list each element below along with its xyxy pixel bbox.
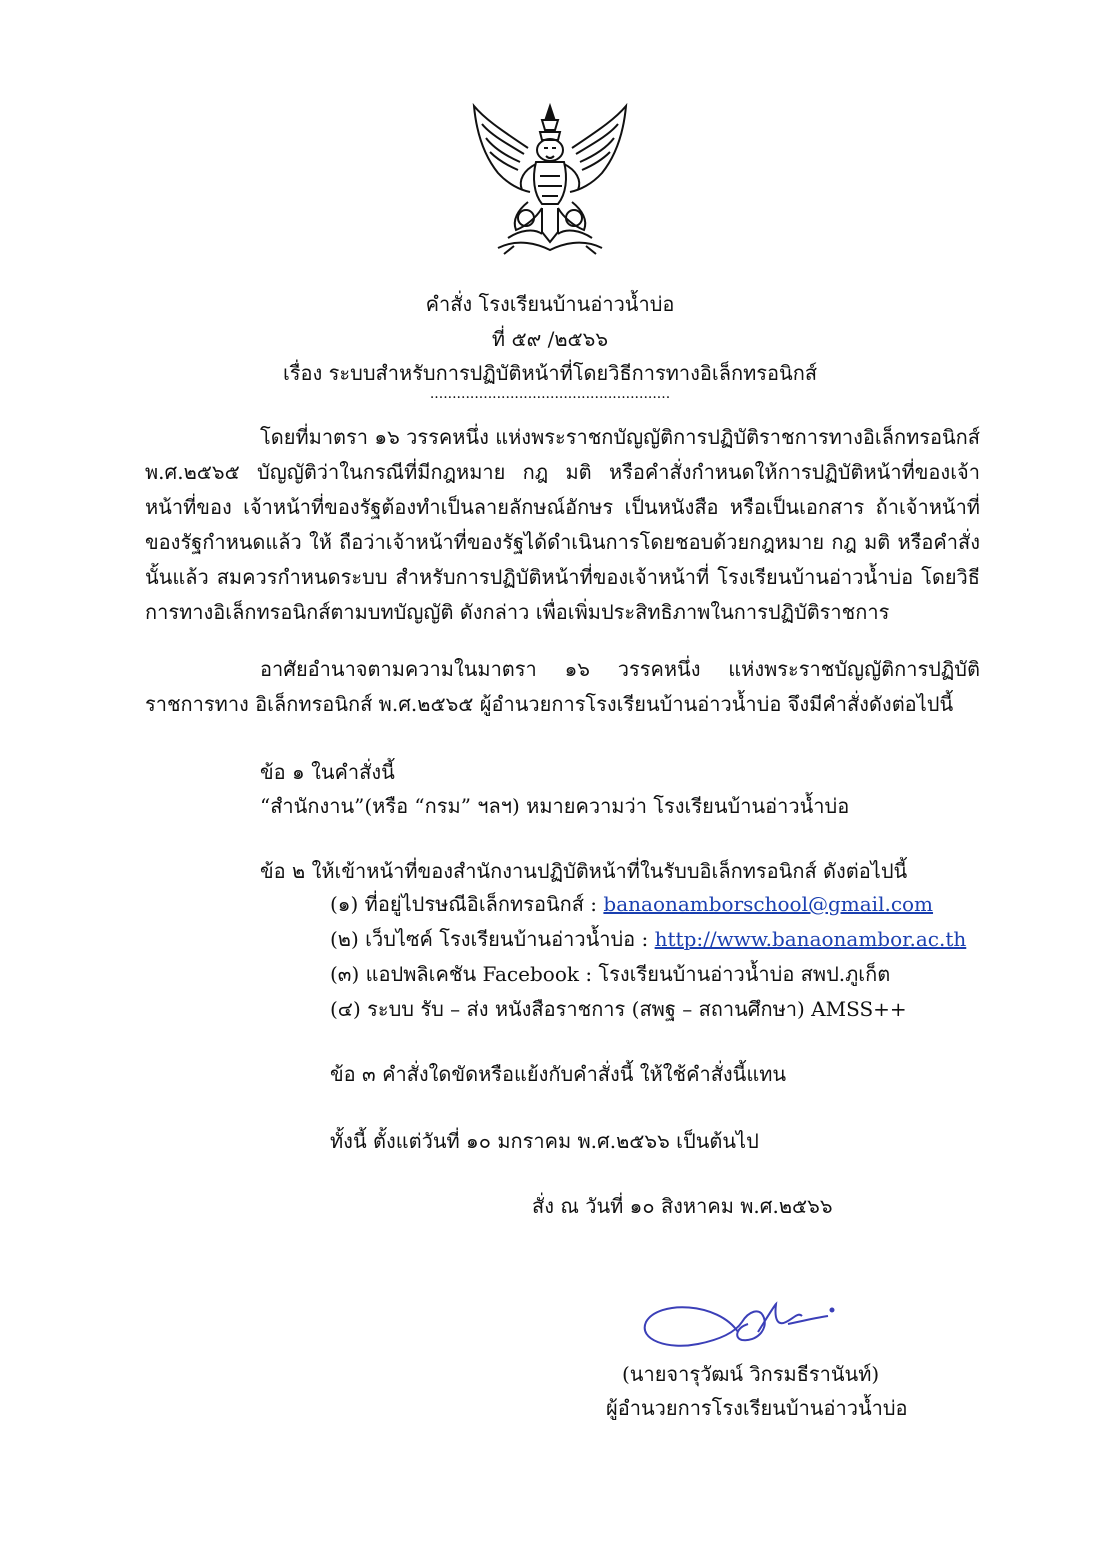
ordered-date: สั่ง ณ วันที่ ๑๐ สิงหาคม พ.ศ.๒๕๖๖ xyxy=(532,1194,833,1218)
clause-3: ข้อ ๓ คำสั่งใดขัดหรือแย้งกับคำสั่งนี้ ให้ใช้คำสั่งนี้แทน xyxy=(330,1062,787,1086)
channel-item-amss: (๔) ระบบ รับ – ส่ง หนังสือราชการ (สพฐ – สถานศึกษา) AMSS++ xyxy=(330,997,907,1021)
dotted-divider: ...................................................... xyxy=(429,386,671,402)
order-subject: เรื่อง ระบบสำหรับการปฏิบัติหน้าที่โดยวิธีการทางอิเล็กทรอนิกส์ xyxy=(282,361,818,385)
email-link[interactable]: banaonamborschool@gmail.com xyxy=(603,892,934,916)
effective-date: ทั้งนี้ ตั้งแต่วันที่ ๑๐ มกราคม พ.ศ.๒๕๖๖ เป็นต้นไป xyxy=(330,1129,759,1153)
garuda-emblem-icon xyxy=(468,98,632,260)
channel-label: (๒) เว็บไซค์ โรงเรียนบ้านอ่าวน้ำบ่อ : xyxy=(330,927,655,951)
channel-item-email xyxy=(330,888,933,920)
preamble-paragraph: โดยที่มาตรา ๑๖ วรรคหนึ่ง แห่งพระราชกบัญญัติการปฏิบัติราชการทางอิเล็กทรอนิกส์ พ.ศ.๒๕๖๕ บัญญัติว่าในกรณีที่มีกฎหมาย กฎ มติ หรือคำสั่งกำหนดให้การปฏิบัติหน้าที่ของเจ้าหน้าที่ของ เจ้าหน้าที่ของรัฐต้องทำเป็นลายลักษณ์อักษร เป็นหนังสือ หรือเป็นเอกสาร ถ้าเจ้าหน้าที่ของรัฐกำหนดแล้ว ให้ ถือว่าเจ้าหน้าที่ของรัฐได้ดำเนินการโดยชอบด้วยกฎหมาย กฎ มติ หรือคำสั่งนั้นแล้ว สมควรกำหนดระบบ สำหรับการปฏิบัติหน้าที่ของเจ้าหน้าที่ โรงเรียนบ้านอ่าวน้ำบ่อ โดยวิธีการทางอิเล็กทรอนิกส์ตามบทบัญญัติ ดังกล่าว เพื่อเพิ่มประสิทธิภาพในการปฏิบัติราชการ xyxy=(145,425,980,624)
clause-2-title: ข้อ ๒ ให้เข้าหน้าที่ของสำนักงานปฏิบัติหน้าที่ในรับบอิเล็กทรอนิกส์ ดังต่อไปนี้ xyxy=(260,859,908,883)
clause-1-text: “สำนักงาน”(หรือ “กรม” ฯลฯ) หมายความว่า โรงเรียนบ้านอ่าวน้ำบ่อ xyxy=(260,794,850,818)
authority-paragraph: อาศัยอำนาจตามความในมาตรา ๑๖ วรรคหนึ่ง แห่งพระราชบัญญัติการปฏิบัติราชการทาง อิเล็กทรอนิกส์ พ.ศ.๒๕๖๕ ผู้อำนวยการโรงเรียนบ้านอ่าวน้ำบ่อ จึงมีคำสั่งดังต่อไปนี้ xyxy=(145,657,980,716)
channel-label: (๑) ที่อยู่ไปรษณีอิเล็กทรอนิกส์ : xyxy=(330,892,604,916)
order-number: ที่ ๕๙ /๒๕๖๖ xyxy=(491,327,609,351)
clause-1-title: ข้อ ๑ ในคำสั่งนี้ xyxy=(260,760,395,784)
channel-item-facebook: (๓) แอปพลิเคชัน Facebook : โรงเรียนบ้านอ่าวน้ำบ่อ สพป.ภูเก็ต xyxy=(330,962,891,986)
channel-item-website xyxy=(330,923,966,955)
signer-name: (นายจารุวัฒน์ วิกรมธีรานันท์) xyxy=(622,1362,880,1386)
signer-position: ผู้อำนวยการโรงเรียนบ้านอ่าวน้ำบ่อ xyxy=(606,1396,908,1420)
website-link[interactable]: http://www.banaonambor.ac.th xyxy=(654,927,967,951)
order-title: คำสั่ง โรงเรียนบ้านอ่าวน้ำบ่อ xyxy=(425,292,675,316)
